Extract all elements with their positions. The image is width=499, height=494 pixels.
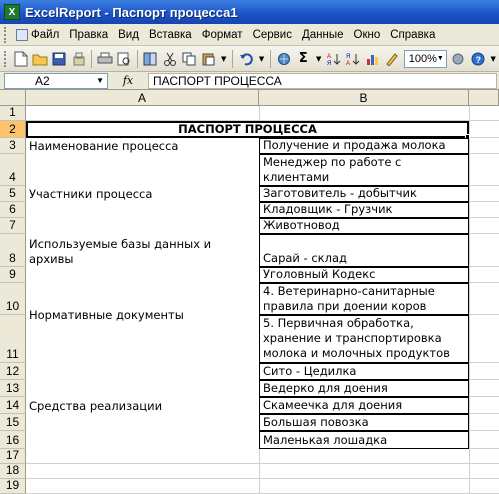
- open-folder-icon[interactable]: [31, 50, 48, 68]
- research-icon[interactable]: [142, 50, 159, 68]
- copy-icon[interactable]: [180, 50, 197, 68]
- cell-a8[interactable]: Используемые базы данных и архивы: [26, 234, 259, 267]
- sort-descending-icon[interactable]: [345, 50, 362, 68]
- cut-icon[interactable]: [161, 50, 178, 68]
- row-header-18[interactable]: 18: [0, 464, 26, 479]
- svg-text:A: A: [327, 53, 332, 60]
- standard-toolbar: [0, 46, 499, 72]
- row-header-11[interactable]: 11: [0, 315, 26, 363]
- row-header-6[interactable]: 6: [0, 202, 26, 218]
- menu-help[interactable]: Справка: [390, 28, 436, 41]
- share-icon[interactable]: [450, 50, 467, 68]
- cell-a3[interactable]: Наименование процесса: [26, 138, 259, 154]
- menu-window[interactable]: Окно: [353, 28, 381, 41]
- row-header-1[interactable]: 1: [0, 106, 26, 121]
- row-header-5[interactable]: 5: [0, 186, 26, 202]
- svg-text:Я: Я: [327, 60, 332, 66]
- toolbar-separator: [91, 50, 92, 68]
- cell-b6[interactable]: Кладовщик - Грузчик: [259, 202, 469, 218]
- select-all-corner[interactable]: [0, 90, 26, 106]
- formula-bar: [0, 72, 499, 90]
- title-bar: [0, 0, 499, 24]
- gridline-row: [26, 463, 499, 464]
- hyperlink-icon[interactable]: [275, 50, 292, 68]
- paste-icon[interactable]: [200, 50, 217, 68]
- cell-b7[interactable]: Животновод: [259, 218, 469, 234]
- chart-wizard-icon[interactable]: [364, 50, 381, 68]
- row-header-10[interactable]: 10: [0, 283, 26, 315]
- print-preview-icon[interactable]: [115, 50, 132, 68]
- name-box-value: A2: [35, 73, 50, 88]
- row-header-19[interactable]: 19: [0, 479, 26, 494]
- column-header-c[interactable]: [469, 90, 499, 106]
- toolbar-separator: [270, 50, 271, 68]
- toolbar-grip[interactable]: [4, 51, 7, 67]
- permission-icon[interactable]: [70, 50, 87, 68]
- row-header-2[interactable]: 2: [0, 121, 26, 138]
- menu-view[interactable]: Вид: [118, 28, 139, 41]
- cell-b16[interactable]: Маленькая лошадка: [259, 431, 469, 449]
- cell-b12[interactable]: Сито - Цедилка: [259, 363, 469, 380]
- save-icon[interactable]: [51, 50, 68, 68]
- row-header-8[interactable]: 8: [0, 234, 26, 267]
- zoom-value: 100%: [408, 52, 437, 65]
- menu-edit[interactable]: Правка: [69, 28, 109, 41]
- toolbar-options-icon[interactable]: ▼: [490, 54, 496, 63]
- row-header-16[interactable]: 16: [0, 431, 26, 449]
- autosum-dropdown-icon[interactable]: ▼: [316, 54, 322, 63]
- cell-b4[interactable]: Менеджер по работе с клиентами: [259, 154, 469, 186]
- cell-b11[interactable]: 5. Первичная обработка, хранение и транспортировка молока и молочных продуктов: [259, 315, 469, 363]
- zoom-dropdown-icon[interactable]: ▼: [436, 55, 444, 62]
- undo-dropdown-icon[interactable]: ▼: [258, 54, 265, 63]
- cell-b13[interactable]: Ведерко для доения: [259, 380, 469, 397]
- svg-text:Я: Я: [346, 53, 351, 60]
- svg-text:A: A: [346, 60, 351, 66]
- cell-title[interactable]: ПАСПОРТ ПРОЦЕССА: [26, 121, 469, 138]
- worksheet-grid[interactable]: [0, 90, 499, 494]
- menu-bar: [0, 24, 499, 46]
- autosum-icon[interactable]: Σ: [298, 51, 308, 66]
- menu-data[interactable]: Данные: [301, 28, 344, 41]
- cell-b9[interactable]: Уголовный Кодекс: [259, 267, 469, 283]
- formula-input[interactable]: ПАСПОРТ ПРОЦЕССА: [148, 73, 497, 89]
- row-header-14[interactable]: 14: [0, 397, 26, 414]
- svg-text:?: ?: [475, 54, 481, 65]
- window-title: ExcelReport - Паспорт процесса1: [25, 4, 238, 20]
- row-header-12[interactable]: 12: [0, 363, 26, 380]
- new-document-icon[interactable]: [12, 50, 29, 68]
- menu-insert[interactable]: Вставка: [148, 28, 192, 41]
- cell-b14[interactable]: Скамеечка для доения: [259, 397, 469, 414]
- gridline-row: [26, 478, 499, 479]
- cell-a12-tools[interactable]: Средства реализации: [26, 363, 259, 449]
- cell-b3[interactable]: Получение и продажа молока: [259, 138, 469, 154]
- row-header-4[interactable]: 4: [0, 154, 26, 186]
- drawing-icon[interactable]: [383, 50, 400, 68]
- cell-b8[interactable]: Сарай - склад: [259, 234, 469, 267]
- row-header-3[interactable]: 3: [0, 138, 26, 154]
- menu-file[interactable]: Файл: [11, 25, 64, 45]
- column-header-a[interactable]: A: [26, 90, 259, 106]
- zoom-select[interactable]: [404, 50, 447, 68]
- toolbar-separator: [232, 50, 233, 68]
- cell-b15[interactable]: Большая повозка: [259, 414, 469, 431]
- cell-b5[interactable]: Заготовитель - добытчик: [259, 186, 469, 202]
- excel-app-icon[interactable]: X: [4, 4, 20, 20]
- column-header-b[interactable]: B: [259, 90, 469, 106]
- file-menu-icon: [16, 29, 28, 41]
- gridline-col: [469, 106, 470, 494]
- cell-a9-normative[interactable]: Нормативные документы: [26, 267, 259, 363]
- cell-a4-participants[interactable]: Участники процесса: [26, 154, 259, 234]
- cell-b10[interactable]: 4. Ветеринарно-санитарные правила при доении коров: [259, 283, 469, 315]
- row-header-13[interactable]: 13: [0, 380, 26, 397]
- insert-function-icon[interactable]: fx: [122, 74, 134, 87]
- menu-format[interactable]: Формат: [201, 28, 243, 41]
- name-box-dropdown-icon[interactable]: ▼: [96, 76, 104, 85]
- print-icon[interactable]: [96, 50, 113, 68]
- name-box[interactable]: [4, 73, 108, 89]
- help-icon[interactable]: [469, 50, 486, 68]
- row-header-15[interactable]: 15: [0, 414, 26, 431]
- row-header-7[interactable]: 7: [0, 218, 26, 234]
- row-header-17[interactable]: 17: [0, 449, 26, 464]
- sort-ascending-icon[interactable]: [326, 50, 343, 68]
- menu-grip[interactable]: [4, 27, 7, 43]
- toolbar-separator: [137, 50, 138, 68]
- undo-icon[interactable]: [237, 50, 254, 68]
- row-header-9[interactable]: 9: [0, 267, 26, 283]
- format-painter-icon[interactable]: ▼: [220, 54, 227, 63]
- menu-tools[interactable]: Сервис: [252, 28, 292, 41]
